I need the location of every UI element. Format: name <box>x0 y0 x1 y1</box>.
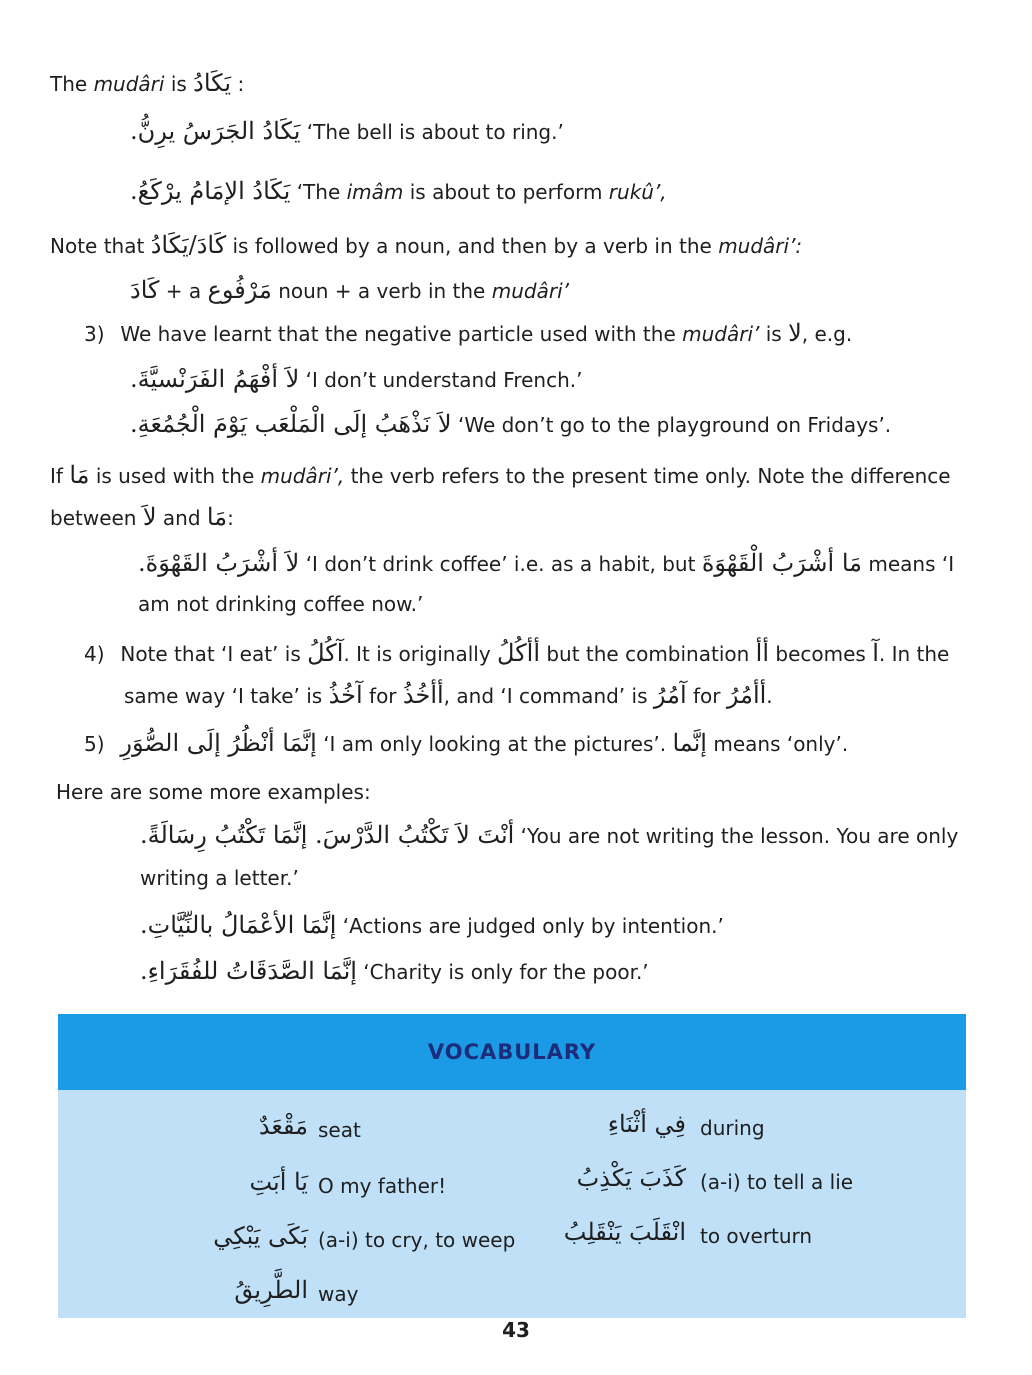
vocab-left-en-3: (a-i) to cry, to weep <box>318 1228 516 1252</box>
point-4-cont: same way ‘I take’ is آخُذُ for أأخُذُ, and ‘I command’ is آمُرُ for أأمُرُ. <box>124 681 773 709</box>
point-4: 4) Note that ‘I eat’ is آكُلُ. It is originally أأكُلُ but the combination أأ becomes آ. In the <box>84 639 950 667</box>
note-kada: Note that كَادَ/يَكَادُ is followed by a noun, and then by a verb in the mudâri’: <box>50 231 803 259</box>
vocabulary-box <box>58 1014 966 1318</box>
note-ma: If مَا is used with the mudâri’, the verb refers to the present time only. Note the difference <box>50 461 951 489</box>
vocab-right-en-3: to overturn <box>700 1224 813 1248</box>
vocab-left-ar-2: يَا أبَتِ <box>249 1168 308 1196</box>
vocab-left-ar-4: الطَّرِيقُ <box>234 1276 308 1304</box>
examples-heading: Here are some more examples: <box>56 780 371 804</box>
formula-kada: كَادَ + a مَرْفُوع noun + a verb in the mudâri’ <box>130 276 569 304</box>
example-playground: لاَ نَذْهَبُ إلَى الْمَلْعَب يَوْمَ الْجُمُعَةِ. ‘We don’t go to the playground on Fridays’. <box>130 410 892 438</box>
example-lesson-cont: writing a letter.’ <box>140 866 299 890</box>
example-bell: يَكَادُ الجَرَسُ يرِنُّ. ‘The bell is about to ring.’ <box>130 117 564 145</box>
example-coffee-cont: am not drinking coffee now.’ <box>138 592 424 616</box>
vocab-right-ar-2: كَذَبَ يَكْذِبُ <box>576 1164 686 1192</box>
example-lesson: أنْتَ لاَ تَكْتُبُ الدَّرْسَ. إنَّمَا تَكْتُبُ رِسَالَةً. ‘You are not writing the lesson. You are only <box>140 821 959 849</box>
note-ma-cont: between لاَ and مَا: <box>50 503 234 531</box>
point-3: 3) We have learnt that the negative particle used with the mudâri’ is لا, e.g. <box>84 319 853 347</box>
vocab-left-ar-3: بَكَى يَبْكِي <box>213 1222 308 1250</box>
vocab-left-en-1: seat <box>318 1118 361 1142</box>
vocab-right-en-1: during <box>700 1116 765 1140</box>
vocabulary-header <box>58 1014 966 1090</box>
page-number: 43 <box>502 1318 530 1342</box>
example-french: لاَ أفْهَمُ الفَرَنْسيَّةَ. ‘I don’t understand French.’ <box>130 365 583 393</box>
example-coffee: لاَ أشْرَبُ القَهْوَةَ. ‘I don’t drink coffee’ i.e. as a habit, but مَا أشْرَبُ الْقَهْوَةَ means ‘I <box>138 549 955 577</box>
vocab-left-en-2: O my father! <box>318 1174 447 1198</box>
example-imam: يَكَادُ الإمَامُ يرْكَعُ. ‘The imâm is about to perform rukû’, <box>130 177 667 205</box>
vocab-left-ar-1: مَقْعَدٌ <box>258 1112 308 1140</box>
vocab-right-ar-1: فِي أثْنَاءِ <box>607 1110 686 1138</box>
vocab-left-en-4: way <box>318 1282 359 1306</box>
example-actions: إنَّمَا الأعْمَالُ بالنِّيَّاتِ. ‘Actions are judged only by intention.’ <box>140 911 724 939</box>
vocabulary-title: VOCABULARY <box>427 1040 597 1064</box>
example-charity: إنَّمَا الصَّدَقَاتُ للفُقَرَاءِ. ‘Charity is only for the poor.’ <box>140 957 649 985</box>
vocab-right-en-2: (a-i) to tell a lie <box>700 1170 854 1194</box>
point-5: 5) إنَّمَا أنْظُرُ إلَى الصُّوَرِ ‘I am only looking at the pictures’. إنَّما means ‘only’. <box>84 729 849 757</box>
vocab-right-ar-3: انْقَلَبَ يَنْقَلِبُ <box>563 1218 686 1246</box>
line-mudari-intro: The mudâri is يَكَادُ : <box>50 69 245 97</box>
